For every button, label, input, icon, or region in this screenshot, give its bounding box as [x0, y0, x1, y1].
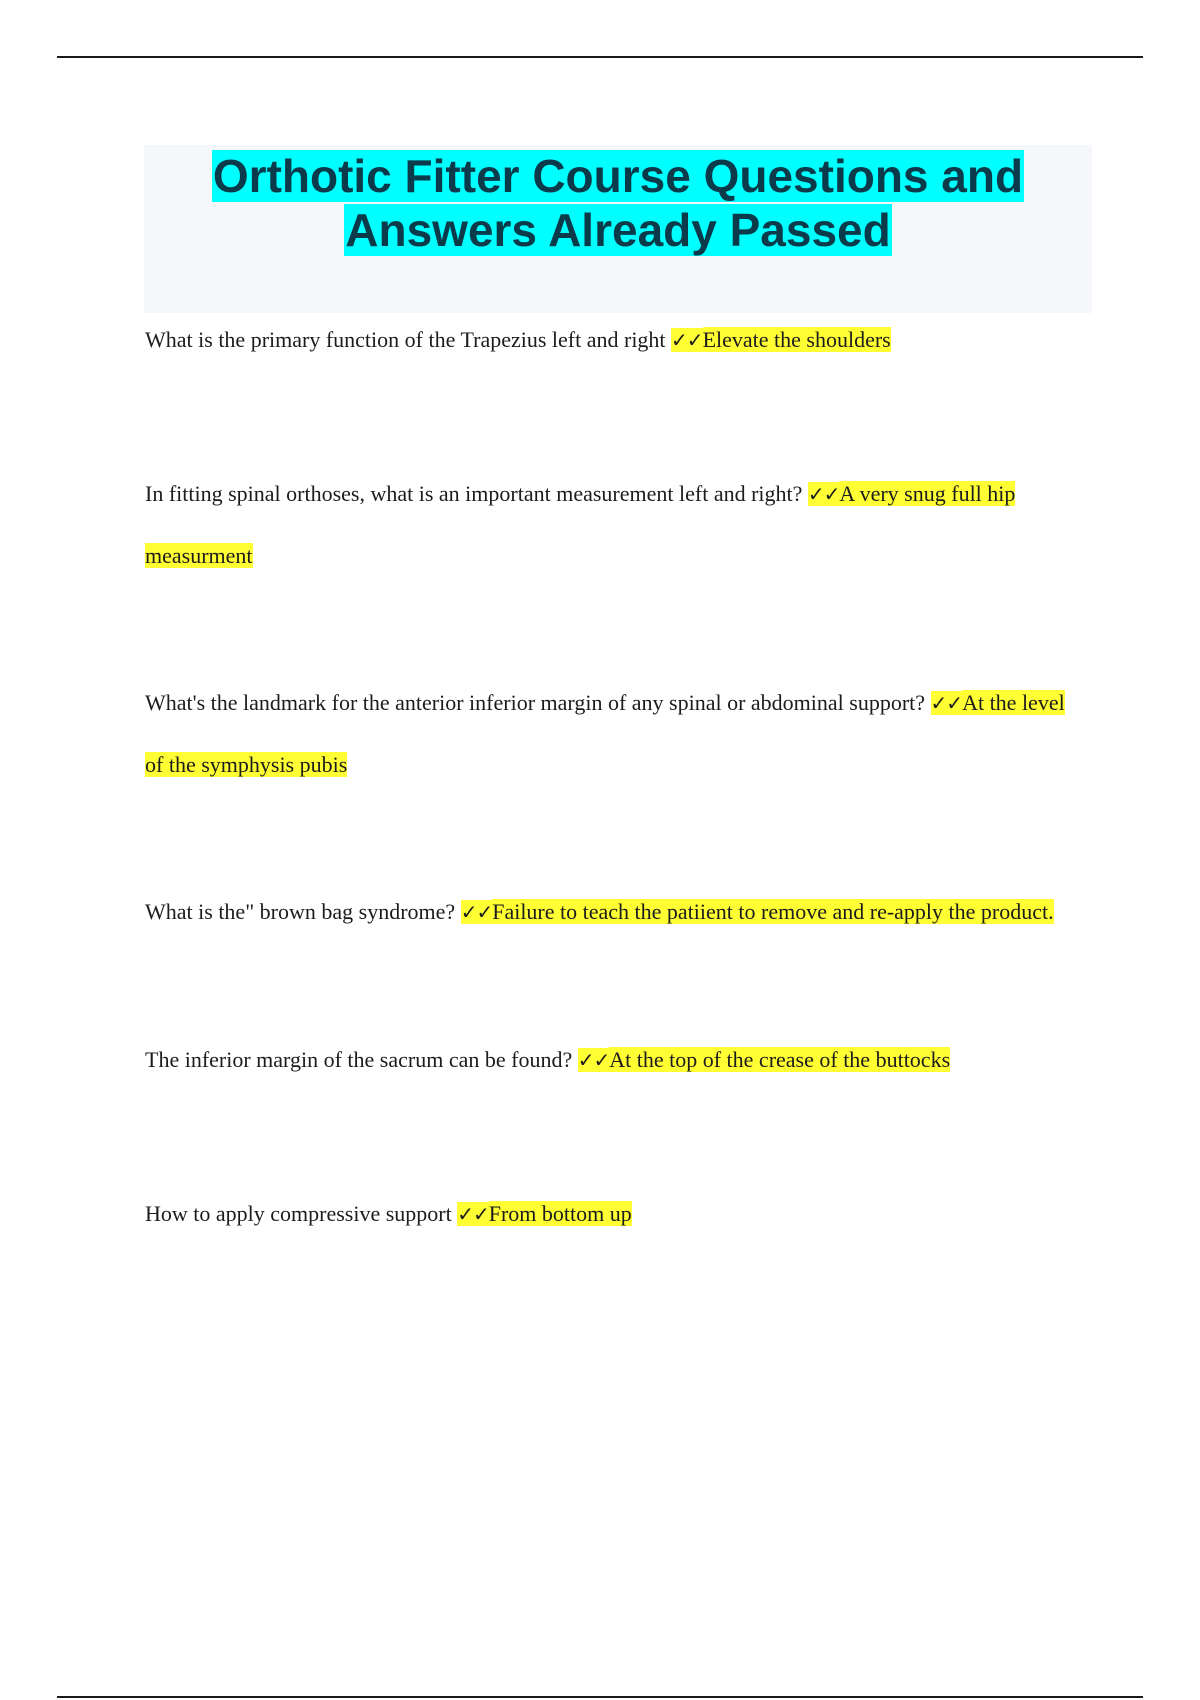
question-text: What is the" brown bag syndrome?: [145, 899, 461, 924]
double-check-icon: ✓✓: [671, 328, 703, 352]
answer-text: From bottom up: [488, 1201, 632, 1226]
qa-item: [145, 672, 1075, 795]
question-text: In fitting spinal orthoses, what is an important measurement left and right?: [145, 481, 808, 506]
title-line-2: Answers Already Passed: [345, 204, 891, 256]
question-text: What's the landmark for the anterior inferior margin of any spinal or abdominal support?: [145, 690, 931, 715]
question-text: How to apply compressive support: [145, 1201, 458, 1226]
answer-text: Failure to teach the patiient to remove and re-apply the product.: [492, 899, 1054, 924]
qa-item: [145, 881, 1075, 943]
qa-item: [145, 463, 1075, 586]
title-banner: [144, 145, 1092, 313]
qa-item: [145, 1029, 1075, 1091]
double-check-icon: ✓✓: [577, 1048, 610, 1072]
qa-item: [145, 1183, 1075, 1245]
qa-list: [145, 309, 1075, 1245]
double-check-icon: ✓✓: [930, 691, 963, 715]
double-check-icon: ✓✓: [457, 1202, 489, 1226]
double-check-icon: ✓✓: [807, 482, 840, 506]
question-text: What is the primary function of the Trapezius left and right: [145, 327, 672, 352]
qa-item: [145, 309, 1075, 371]
answer-text: Elevate the shoulders: [702, 327, 891, 352]
document-title: [144, 145, 1092, 257]
double-check-icon: ✓✓: [460, 900, 493, 924]
answer-text: At the top of the crease of the buttocks: [609, 1047, 951, 1072]
question-text: The inferior margin of the sacrum can be found?: [145, 1047, 578, 1072]
title-line-1: Orthotic Fitter Course Questions and: [212, 150, 1024, 202]
top-rule: [57, 56, 1143, 58]
answer-text: A very snug full hip measurment: [145, 481, 1016, 568]
bottom-rule: [57, 1696, 1143, 1698]
answer-text: At the level of the symphysis pubis: [145, 690, 1065, 777]
